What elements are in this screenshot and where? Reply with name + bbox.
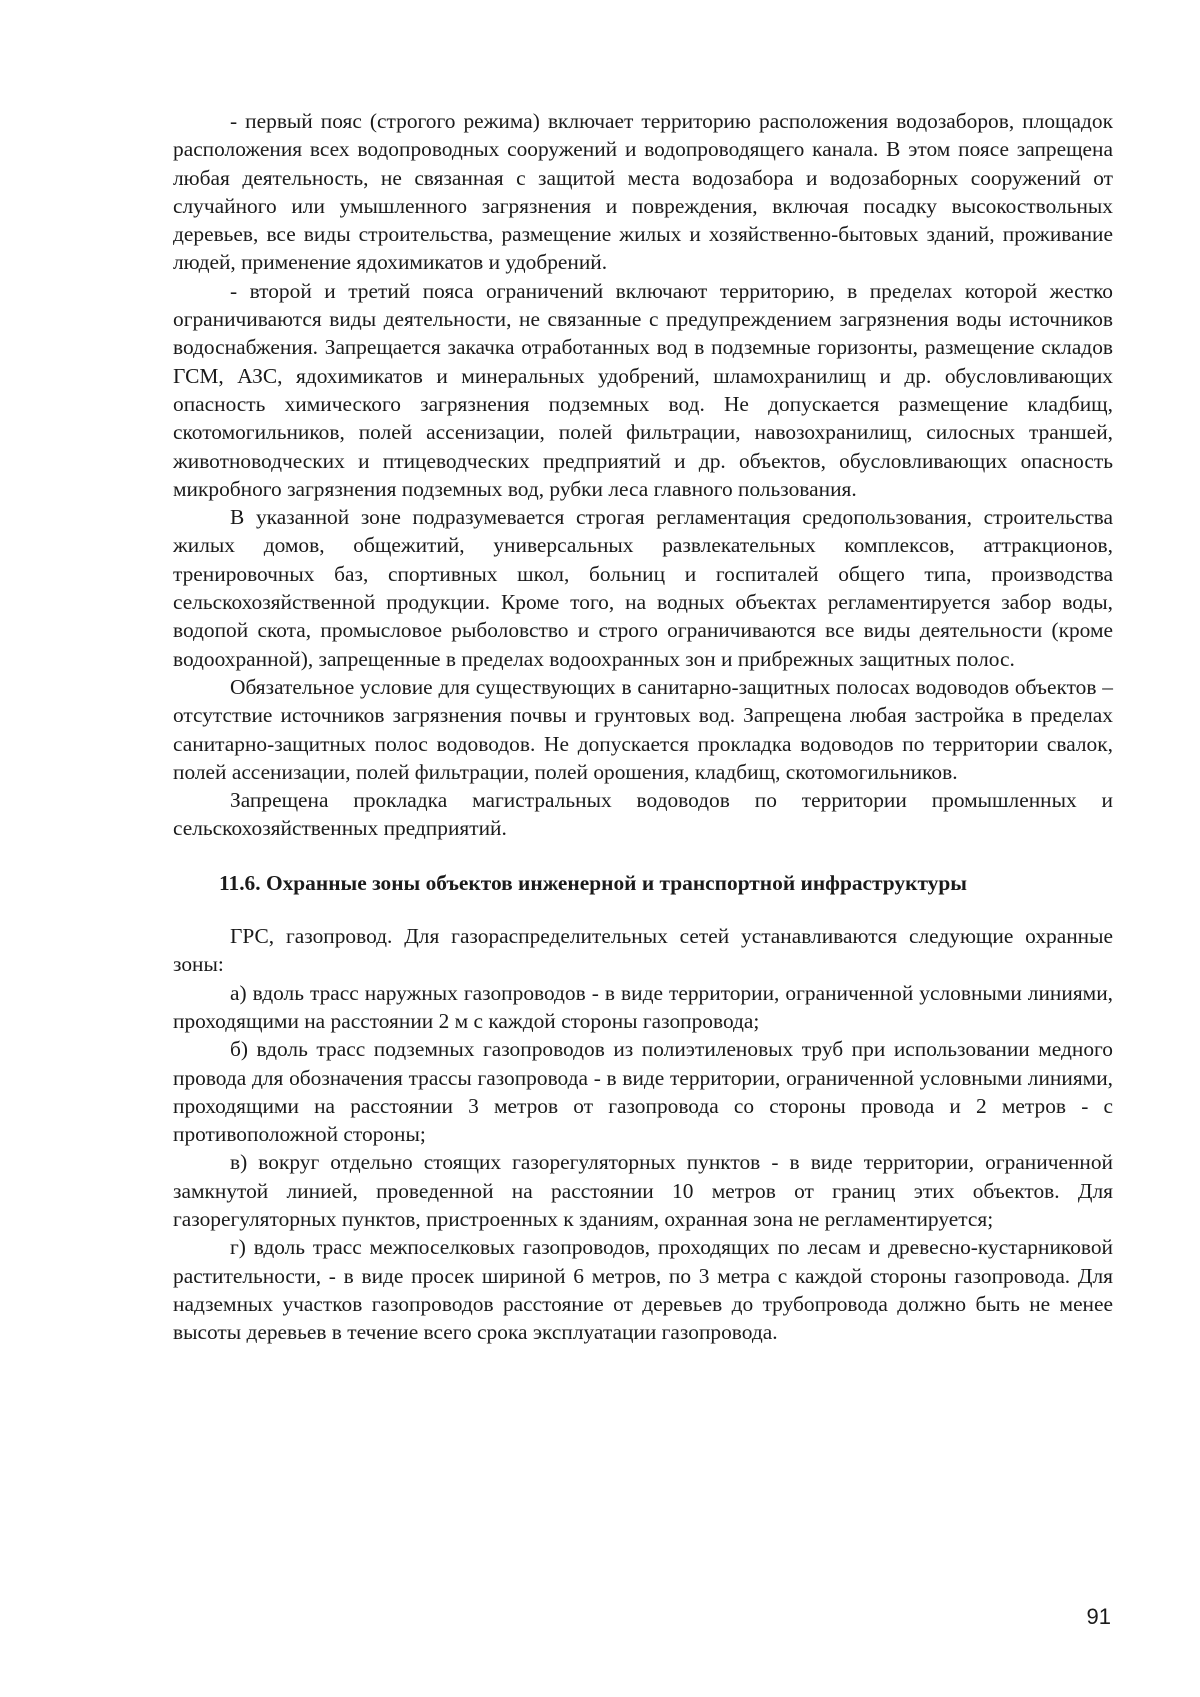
paragraph-first-zone: - первый пояс (строгого режима) включает территорию расположения водозаборов, площадок расположения всех водопроводных сооружений и водопроводящего канала. В этом поясе запрещена любая деятельность, не связанная с защитой места водозабора и водозаборных сооружений от случайного или умышленного загрязнения и повреждения, включая посадку высокоствольных деревьев, все виды строительства, размещение жилых и хозяйственно-бытовых зданий, проживание людей, применение ядохимикатов и удобрений. [173,109,1113,275]
paragraph-second-third-zone: - второй и третий пояса ограничений включают территорию, в пределах которой жестко ограничиваются виды деятельности, не связанные с предупреждением загрязнения воды источников водоснабжения. Запрещается закачка отработанных вод в подземные горизонты, размещение складов ГСМ, АЗС, ядохимикатов и минеральных удобрений, шламохранилищ и др. обусловливающих опасность химического загрязнения подземных вод. Не допускается размещение кладбищ, скотомогильников, полей ассенизации, полей фильтрации, навозохранилищ, силосных траншей, животноводческих и птицеводческих предприятий и др. объектов, обусловливающих опасность микробного загрязнения подземных вод, рубки леса главного пользования. [173,278,1113,501]
page-number: 91 [1086,1604,1111,1629]
paragraph-zone-regulation: В указанной зоне подразумевается строгая регламентация средопользования, строительства жилых домов, общежитий, универсальных развлекательных комплексов, аттракционов, тренировочных баз, спортивных школ, больниц и госпиталей общего типа, производства сельскохозяйственной продукции. Кроме того, на водных объектах регламентируется забор воды, водопой скота, промысловое рыболовство и строго ограничиваются все виды деятельности (кроме водоохранной), запрещенные в пределах водоохранных зон и прибрежных защитных полос. [173,505,1113,671]
list-item-v: в) вокруг отдельно стоящих газорегуляторных пунктов - в виде территории, ограниченной замкнутой линией, проведенной на расстоянии 10 метров от границ этих объектов. Для газорегуляторных пунктов, пристроенных к зданиям, охранная зона не регламентируется; [173,1150,1113,1231]
paragraph-gas-intro: ГРС, газопровод. Для газораспределительных сетей устанавливаются следующие охранные зоны: [173,924,1113,977]
list-item-b: б) вдоль трасс подземных газопроводов из полиэтиленовых труб при использовании медного провода для обозначения трассы газопровода - в виде территории, ограниченной условными линиями, проходящими на расстоянии 3 метров от газопровода со стороны провода и 2 метров - с противоположной стороны; [173,1037,1113,1147]
paragraph-sanitary-strips: Обязательное условие для существующих в санитарно-защитных полосах водоводов объектов – отсутствие источников загрязнения почвы и грунтовых вод. Запрещена любая застройка в пределах санитарно-защитных полос водоводов. Не допускается прокладка водоводов по территории свалок, полей ассенизации, полей фильтрации, полей орошения, кладбищ, скотомогильников. [173,674,1113,784]
page-body [173,107,1113,1346]
list-item-g: г) вдоль трасс межпоселковых газопроводов, проходящих по лесам и древесно-кустарниковой растительности, - в виде просек шириной 6 метров, по 3 метра с каждой стороны газопровода. Для надземных участков газопроводов расстояние от деревьев до трубопровода должно быть не менее высоты деревьев в течение всего срока эксплуатации газопровода. [173,1235,1113,1345]
paragraph-main-pipelines: Запрещена прокладка магистральных водоводов по территории промышленных и сельскохозяйственных предприятий. [173,788,1113,841]
section-heading: 11.6. Охранные зоны объектов инженерной и транспортной инфраструктуры [219,870,967,895]
list-item-a: а) вдоль трасс наружных газопроводов - в виде территории, ограниченной условными линиями, проходящими на расстоянии 2 м с каждой стороны газопровода; [173,980,1113,1033]
